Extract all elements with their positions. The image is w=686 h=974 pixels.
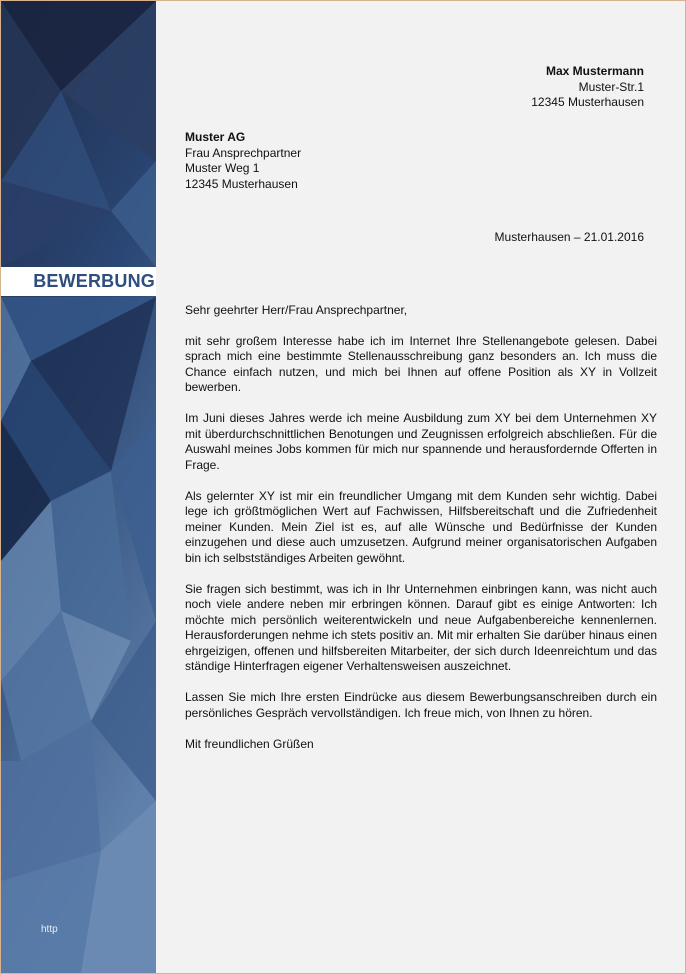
decorative-sidebar xyxy=(1,1,156,973)
paragraph: Lassen Sie mich Ihre ersten Eindrücke aus diesem Bewerbungsanschreiben durch ein persönliches Gespräch vervollständigen. Ich freue mich, von Ihnen zu hören. xyxy=(185,690,657,720)
paragraph: Sie fragen sich bestimmt, was ich in Ihr Unternehmen einbringen kann, was nicht auch noch viele andere neben mir erbringen können. Darauf gibt es einige Antworten: Ich möchte mich persönlich weiterentwickeln und neue Aufgabenbereiche kennenlernen. Herausforderungen nehme ich stets positiv an. Mit mir erhalten Sie darüber hinaus einen ehrgeizigen, offenen und hilfsbereiten Mitarbeiter, der sich durch Ideenreichtum und das ständige Hinterfragen eigener Verhaltensweisen auszeichnet. xyxy=(185,581,657,673)
salutation: Sehr geehrter Herr/Frau Ansprechpartner, xyxy=(185,303,408,317)
document-title: BEWERBUNG xyxy=(33,271,155,291)
recipient-contact: Frau Ansprechpartner xyxy=(185,145,302,160)
date-line: Musterhausen – 21.01.2016 xyxy=(494,230,644,244)
recipient-address xyxy=(185,130,301,192)
recipient-street: Muster Weg 1 xyxy=(185,161,260,175)
sender-address xyxy=(531,64,644,111)
recipient-city: 12345 Musterhausen xyxy=(185,176,298,191)
sender-name: Max Mustermann xyxy=(545,64,644,78)
title-band xyxy=(1,267,156,296)
watermark-text: http xyxy=(41,924,58,935)
paragraph: Als gelernter XY ist mir ein freundlicher Umgang mit dem Kunden sehr wichtig. Dabei lege ich größtmöglichen Wert auf Fachwissen, Hilfsbereitschaft und die Zufriedenheit meiner Kunden. Mein Ziel ist es, auf alle Wünsche und Bedürfnisse der Kunden einzugehen und diese auch umzusetzen. Aufgrund meiner organisatorischen Aufgaben bin ich selbstständiges Arbeiten gewöhnt. xyxy=(185,488,657,565)
polygon-background-graphic xyxy=(1,1,156,973)
closing: Mit freundlichen Grüßen xyxy=(185,736,314,751)
recipient-company: Muster AG xyxy=(185,130,246,144)
sender-street: Muster-Str.1 xyxy=(578,79,644,94)
sender-city: 12345 Musterhausen xyxy=(531,95,644,109)
letter-body xyxy=(185,303,657,768)
paragraph: mit sehr großem Interesse habe ich im Internet Ihre Stellenangebote gelesen. Dabei sprach mich eine bestimmte Stellenausschreibung ganz besonders an. Ich muss die Chance einfach nutzen, und mich bei Ihnen auf offene Position als XY in Vollzeit bewerben. xyxy=(185,333,657,394)
paragraph: Im Juni dieses Jahres werde ich meine Ausbildung zum XY bei dem Unternehmen XY mit überdurchschnittlichen Benotungen und Zeugnissen erfolgreich abschließen. Für die Auswahl meines Jobs kommen für mich nur spannende und herausfordernde Offerten in Frage. xyxy=(185,411,657,472)
